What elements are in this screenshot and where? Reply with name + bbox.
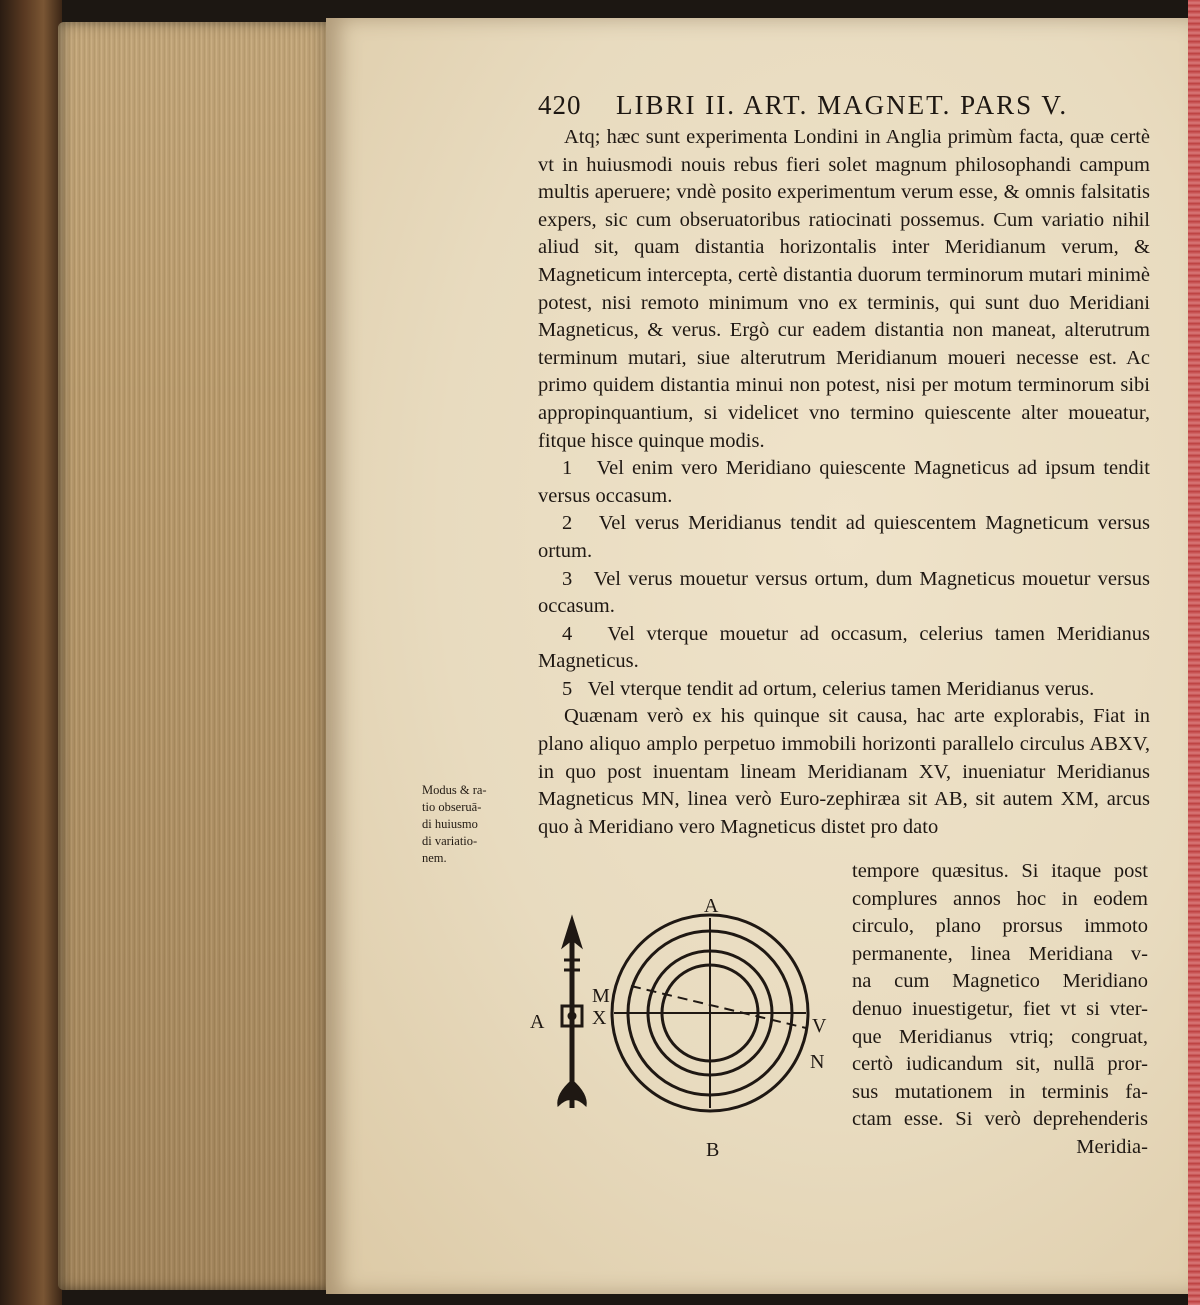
mode-5: 5 Vel vterque tendit ad ortum, celerius tamen Meridianus verus. [562, 677, 1095, 700]
label-x: X [592, 1007, 607, 1029]
wrapped-text: tempore quæsitus. Si itaque post complures annos hoc in eodem circulo, plano prorsus immoto permanente, linea Meridiana v- na cum Magnetico Meridiano denuo inuestigetur, fiet vt si vter- que Meridianus vtriq; congruat, certò iudicandum sit, nullā pror- sus mutationem in terminis fa- ctam esse. Si verò deprehenderis Meridia- [852, 860, 1148, 1158]
mode-3: 3 Vel verus mouetur versus ortum, dum Magneticus mouetur versus occasum. [538, 567, 1151, 618]
marginal-note: Modus & ra- tio obseruā- di huiusmo di variatio- nem. [422, 783, 487, 865]
page-header [538, 90, 1178, 124]
label-v: V [812, 1015, 827, 1037]
paragraph-2: Quænam verò ex his quinque sit causa, hac arte explorabis, Fiat in plano aliquo amplo perpetuo immobili horizonti parallelo circulus ABXV, in quo post inuentam lineam Meridianam XV, inueniatur Meridianus Magneticus MN, linea verò Euro-zephiræa sit AB, sit autem XM, arcus quo à Meridiano vero Magneticus distet pro dato [538, 705, 1150, 838]
label-a-left: A [530, 1011, 545, 1033]
book-page [326, 18, 1188, 1294]
marker-ribbon [1188, 0, 1200, 1305]
label-n: N [810, 1051, 825, 1073]
mode-2: 2 Vel verus Meridianus tendit ad quiescentem Magneticum versus ortum. [538, 512, 1151, 562]
running-title: LIBRI II. ART. MAGNET. PARS V. [616, 90, 1069, 120]
label-m: M [592, 985, 610, 1007]
compass-diagram [526, 868, 856, 1158]
label-b: B [706, 1139, 720, 1158]
paragraph-1: Atq; hæc sunt experimenta Londini in Anglia primùm facta, quæ certè vt in huiusmodi nouis rebus fieri solet magnum philosophandi campum multis aperuere; vndè posito experimentum verum esse, & omnis falsitatis expers, sic cum obseruatoribus ratiocinati possemus. Cum variatio nihil aliud sit, quam distantia horizontalis inter Meridianum verum, & Magneticum intercepta, certè distantia duorum terminorum mutari minimè potest, nisi remoto minimum vno ex terminis, qui sunt duo Meridiani Magneticus, & verus. Ergò cur eadem distantia non maneat, alterutrum terminum mutari, siue alterutrum Meridianum moueri necesse est. Ac primo quidem distantia minui non potest, nisi per motum terminorum sibi appropinquantium, si videlicet vno termino quiescente alter moueatur, fitque hisce quinque modis. [538, 126, 1150, 452]
mode-4: 4 Vel vterque mouetur ad occasum, celerius tamen Meridianus Magneticus. [538, 622, 1150, 673]
main-text [538, 124, 1150, 841]
label-a-top: A [704, 895, 719, 917]
mode-1: 1 Vel enim vero Meridiano quiescente Magneticus ad ipsum tendit versus occasum. [538, 457, 1150, 507]
book-spine [0, 0, 62, 1305]
page-number: 420 [538, 90, 582, 120]
